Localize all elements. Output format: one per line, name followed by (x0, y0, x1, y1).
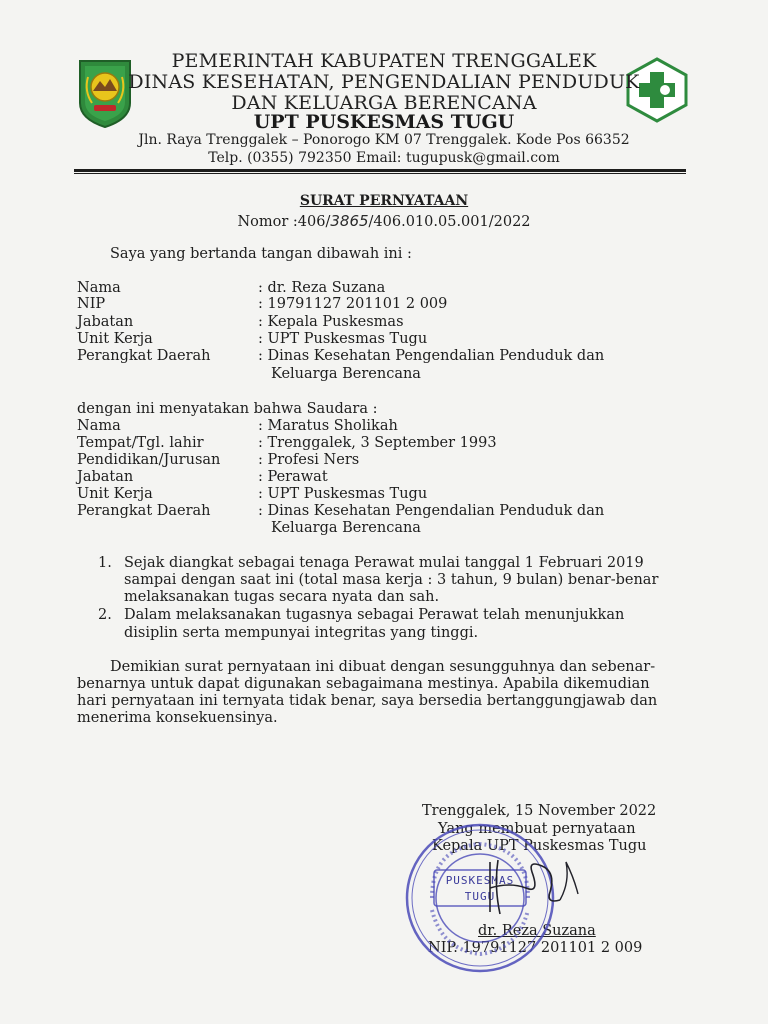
signature-role-line-1: Yang membuat pernyataan (438, 821, 636, 837)
number-prefix: Nomor :406/ (237, 214, 331, 230)
closing-line: menerima konsekuensinya. (77, 710, 278, 726)
point-line: Dalam melaksanakan tugasnya sebagai Perawat telah menunjukkan (124, 607, 625, 623)
stamp-line-1: PUSKESMAS (445, 874, 515, 887)
signer-value: : 19791127 201101 2 009 (258, 296, 448, 312)
subject-value-cont: Keluarga Berencana (271, 520, 421, 536)
stamp-line-2: TUGU (464, 890, 496, 903)
signer-label: Nama (77, 280, 121, 296)
subject-value: : Dinas Kesehatan Pengendalian Penduduk dan (258, 503, 605, 519)
subject-value: : Profesi Ners (258, 452, 360, 468)
subject-label: Tempat/Tgl. lahir (77, 435, 204, 451)
subject-value: : Perawat (258, 469, 328, 485)
point-line: Sejak diangkat sebagai tenaga Perawat mulai tanggal 1 Februari 2019 (124, 555, 644, 571)
subject-label: Jabatan (77, 469, 134, 485)
closing-line: Demikian surat pernyataan ini dibuat dengan sesungguhnya dan sebenar- (110, 659, 656, 675)
intro-text: Saya yang bertanda tangan dibawah ini : (110, 246, 412, 262)
signatory-nip: NIP. 19791127 201101 2 009 (428, 940, 643, 956)
subject-intro-text: dengan ini menyatakan bahwa Saudara : (77, 401, 378, 417)
subject-label: Nama (77, 418, 121, 434)
signer-label: Perangkat Daerah (77, 348, 211, 364)
letterhead-rule-thin (74, 173, 686, 174)
signature-scribble-icon (470, 842, 590, 922)
closing-line: hari pernyataan ini ternyata tidak benar, saya bersedia bertanggungjawab dan (77, 693, 658, 709)
point-number: 2. (98, 607, 112, 623)
letterhead-contact: Telp. (0355) 792350 Email: tugupusk@gmail.com (208, 150, 560, 166)
number-handwritten: 3865 (330, 212, 369, 230)
point-line: disiplin serta mempunyai integritas yang tinggi. (124, 625, 479, 641)
closing-line: benarnya untuk dapat digunakan sebagaimana mestinya. Apabila dikemudian (77, 676, 650, 692)
number-suffix: /406.010.05.001/2022 (368, 214, 531, 230)
signer-label: Jabatan (77, 314, 134, 330)
letterhead-line-2: DINAS KESEHATAN, PENGENDALIAN PENDUDUK (128, 71, 640, 93)
signature-role-line-2: Kepala UPT Puskesmas Tugu (432, 838, 647, 854)
signer-value: : Dinas Kesehatan Pengendalian Penduduk dan (258, 348, 605, 364)
signer-value: : dr. Reza Suzana (258, 280, 386, 296)
signer-value: : Kepala Puskesmas (258, 314, 404, 330)
point-line: sampai dengan saat ini (total masa kerja : 3 tahun, 9 bulan) benar-benar (124, 572, 659, 588)
letterhead-address: Jln. Raya Trenggalek – Ponorogo KM 07 Trenggalek. Kode Pos 66352 (138, 132, 630, 148)
letterhead-rule-thick (74, 169, 686, 172)
letterhead-line-3: DAN KELUARGA BERENCANA (231, 92, 537, 114)
signer-label: NIP (77, 296, 106, 312)
point-number: 1. (98, 555, 112, 571)
letterhead-line-1: PEMERINTAH KABUPATEN TRENGGALEK (171, 50, 597, 72)
document-title: SURAT PERNYATAAN (299, 193, 469, 209)
subject-value: : Trenggalek, 3 September 1993 (258, 435, 497, 451)
subject-value: : UPT Puskesmas Tugu (258, 486, 428, 502)
place-date: Trenggalek, 15 November 2022 (422, 803, 657, 819)
document-number (0, 212, 768, 230)
subject-label: Unit Kerja (77, 486, 153, 502)
subject-label: Perangkat Daerah (77, 503, 211, 519)
subject-label: Pendidikan/Jurusan (77, 452, 221, 468)
subject-value: : Maratus Sholikah (258, 418, 398, 434)
letterhead-line-4: UPT PUSKESMAS TUGU (253, 111, 515, 133)
signatory-name: dr. Reza Suzana (478, 923, 596, 939)
handwritten-signature (470, 842, 590, 922)
signer-label: Unit Kerja (77, 331, 153, 347)
signer-value-cont: Keluarga Berencana (271, 366, 421, 382)
point-line: melaksanakan tugas secara nyata dan sah. (124, 589, 440, 605)
signer-value: : UPT Puskesmas Tugu (258, 331, 428, 347)
